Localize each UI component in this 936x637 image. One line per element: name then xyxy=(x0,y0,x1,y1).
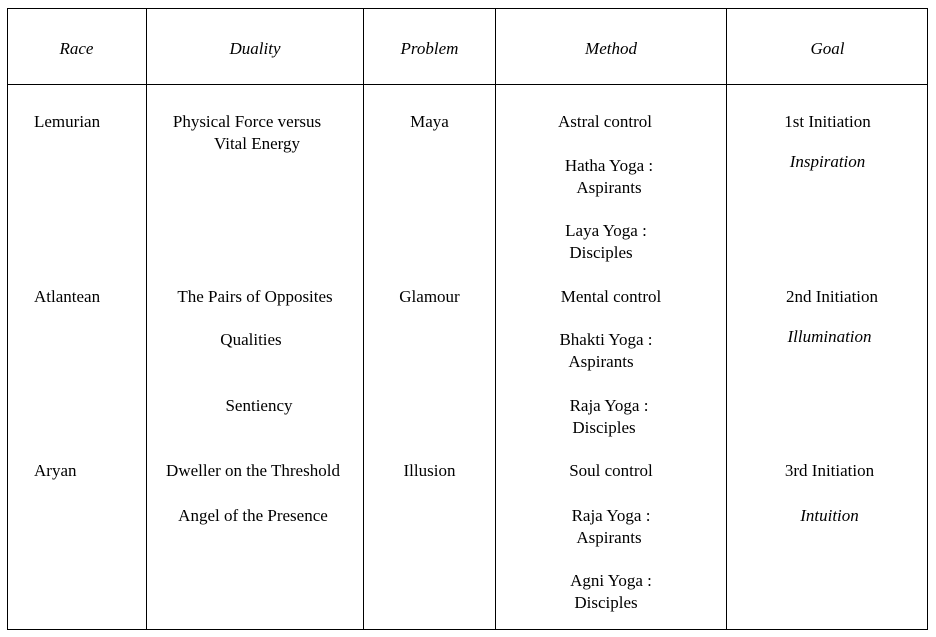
header-duality: Duality xyxy=(229,39,281,58)
method-line: Raja Yoga : xyxy=(571,506,651,525)
column-divider xyxy=(726,8,727,630)
duality-cell: Physical Force versus xyxy=(172,112,322,131)
duality-cell: Sentiency xyxy=(225,396,293,415)
column-divider xyxy=(146,8,147,630)
method-title: Mental control xyxy=(560,287,662,306)
duality-cell: Vital Energy xyxy=(213,134,300,153)
method-line: Hatha Yoga : xyxy=(564,156,654,175)
problem-cell: Illusion xyxy=(403,461,456,480)
method-line: Aspirants xyxy=(568,352,634,371)
goal-subtitle: Illumination xyxy=(787,327,872,346)
method-line: Raja Yoga : xyxy=(569,396,649,415)
problem-cell: Glamour xyxy=(399,287,460,306)
goal-cell: 2nd Initiation xyxy=(785,287,879,306)
goal-cell: 3rd Initiation xyxy=(784,461,875,480)
race-cell: Atlantean xyxy=(34,287,101,306)
goal-cell: 1st Initiation xyxy=(784,112,871,131)
header-method: Method xyxy=(585,39,637,58)
header-race: Race xyxy=(59,39,94,58)
race-cell: Lemurian xyxy=(34,112,101,131)
method-line: Disciples xyxy=(569,243,633,262)
method-line: Bhakti Yoga : xyxy=(559,330,653,349)
method-line: Disciples xyxy=(572,418,636,437)
method-line: Agni Yoga : xyxy=(570,571,652,590)
header-goal: Goal xyxy=(810,39,845,58)
header-problem: Problem xyxy=(400,39,459,58)
problem-cell: Maya xyxy=(410,112,449,131)
duality-cell: Dweller on the Threshold xyxy=(166,461,340,480)
duality-cell: Qualities xyxy=(220,330,282,349)
column-divider xyxy=(363,8,364,630)
method-line: Laya Yoga : xyxy=(565,221,647,240)
method-line: Disciples xyxy=(574,593,638,612)
method-title: Astral control xyxy=(558,112,652,131)
method-line: Aspirants xyxy=(576,178,642,197)
goal-subtitle: Inspiration xyxy=(789,152,866,171)
duality-cell: The Pairs of Opposites xyxy=(177,287,333,306)
method-line: Aspirants xyxy=(576,528,642,547)
duality-cell: Angel of the Presence xyxy=(178,506,328,525)
goal-subtitle: Intuition xyxy=(800,506,859,525)
race-cell: Aryan xyxy=(34,461,77,480)
method-title: Soul control xyxy=(569,461,653,480)
